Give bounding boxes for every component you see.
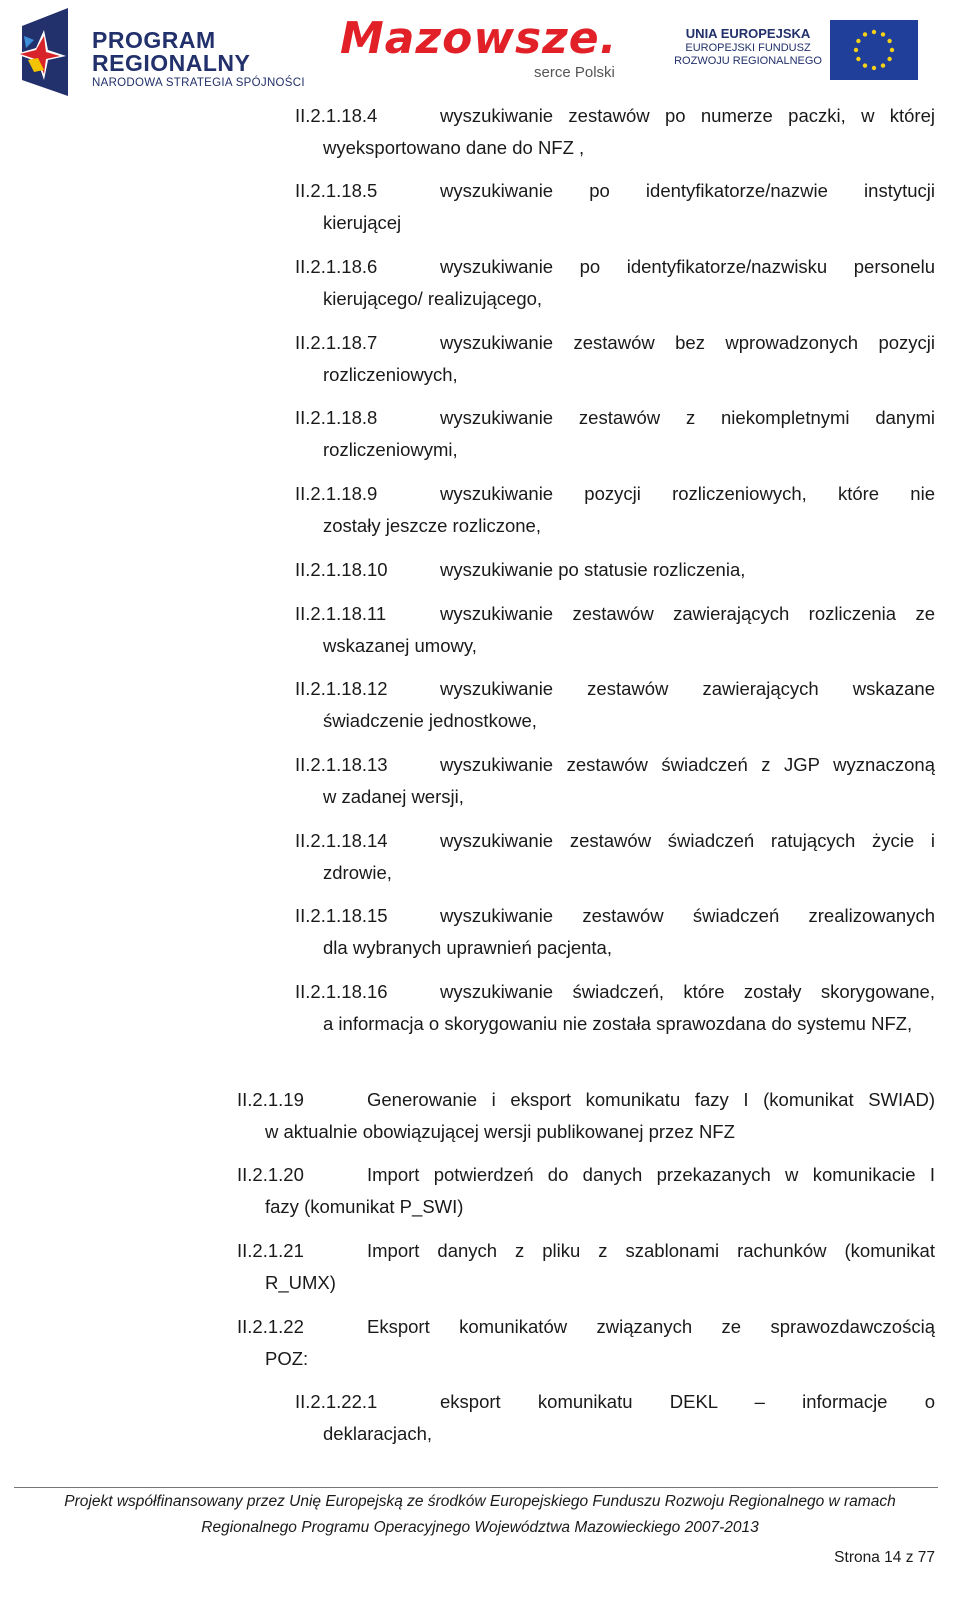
item-number: II.2.1.18.6 <box>295 256 378 277</box>
item-number: II.2.1.18.14 <box>295 830 388 851</box>
page-header <box>0 0 960 100</box>
list-item <box>295 976 935 1040</box>
item-text: wyszukiwanie pozycji rozliczeniowych, które nie <box>440 483 935 504</box>
eu-logo <box>670 20 940 84</box>
item-text: wyszukiwanie zestawów świadczeń zrealizowanych <box>440 905 935 926</box>
list-item <box>295 251 935 315</box>
footer-divider <box>14 1487 938 1488</box>
eu-flag-icon <box>830 20 918 80</box>
item-text-continuation: zdrowie, <box>323 862 392 883</box>
list-item <box>295 402 935 466</box>
item-text: wyszukiwanie zestawów bez wprowadzonych pozycji <box>440 332 935 353</box>
item-number: II.2.1.18.8 <box>295 407 378 428</box>
item-number: II.2.1.18.11 <box>295 603 387 624</box>
item-number: II.2.1.20 <box>237 1164 304 1185</box>
item-number: II.2.1.18.4 <box>295 105 378 126</box>
item-text-continuation: kierującego/ realizującego, <box>323 288 543 309</box>
item-text-continuation: wyeksportowano dane do NFZ , <box>323 137 585 158</box>
item-text-continuation: dla wybranych uprawnień pacjenta, <box>323 937 612 958</box>
page-footer <box>0 1489 960 1541</box>
item-text: wyszukiwanie świadczeń, które zostały skorygowane, <box>440 981 935 1002</box>
item-text: wyszukiwanie zestawów z niekompletnymi danymi <box>440 407 935 428</box>
eu-logo-line3: ROZWOJU REGIONALNEGO <box>674 55 822 67</box>
page-number: Strona 14 z 77 <box>834 1549 935 1566</box>
item-text-continuation: zostały jeszcze rozliczone, <box>323 515 541 536</box>
list-item <box>295 825 935 889</box>
item-number: II.2.1.19 <box>237 1089 304 1110</box>
program-logo-line1: PROGRAM <box>92 27 216 53</box>
list-item <box>237 1235 935 1299</box>
list-item <box>237 1084 935 1148</box>
mazowsze-logo <box>340 14 640 88</box>
item-text-continuation: a informacja o skorygowaniu nie została sprawozdana do systemu NFZ, <box>323 1013 913 1034</box>
mazowsze-tagline: serce Polski <box>534 64 615 81</box>
list-item <box>295 554 935 586</box>
item-text: wyszukiwanie zestawów świadczeń ratujących życie i <box>440 830 935 851</box>
program-regionalny-emblem-icon <box>14 8 74 96</box>
list-item <box>295 673 935 737</box>
list-item <box>237 1159 935 1223</box>
program-logo-line3: NARODOWA STRATEGIA SPÓJNOŚCI <box>92 77 305 89</box>
item-text: Eksport komunikatów związanych ze sprawozdawczością <box>367 1316 935 1337</box>
item-number: II.2.1.18.10 <box>295 559 388 580</box>
item-text: eksport komunikatu DEKL – informacje o <box>440 1391 935 1412</box>
list-item <box>295 1386 935 1450</box>
item-number: II.2.1.18.15 <box>295 905 388 926</box>
item-text: Generowanie i eksport komunikatu fazy I (komunikat SWIAD) <box>367 1089 935 1110</box>
list-item <box>295 327 935 391</box>
item-text-continuation: POZ: <box>265 1348 309 1369</box>
program-regionalny-logo <box>14 6 304 98</box>
item-text-continuation: rozliczeniowych, <box>323 364 458 385</box>
list-item <box>295 175 935 239</box>
item-text: wyszukiwanie zestawów zawierających wskazane <box>440 678 935 699</box>
item-number: II.2.1.18.12 <box>295 678 388 699</box>
footer-line1: Projekt współfinansowany przez Unię Europejską ze środków Europejskiego Funduszu Rozwoju Regionalnego w ramach <box>64 1493 896 1510</box>
item-number: II.2.1.22.1 <box>295 1391 378 1412</box>
item-number: II.2.1.18.7 <box>295 332 378 353</box>
item-text: wyszukiwanie po statusie rozliczenia, <box>440 559 746 580</box>
item-text-continuation: w aktualnie obowiązującej wersji publikowanej przez NFZ <box>265 1121 735 1142</box>
item-number: II.2.1.21 <box>237 1240 304 1261</box>
item-number: II.2.1.18.13 <box>295 754 388 775</box>
list-item <box>295 598 935 662</box>
item-text-continuation: R_UMX) <box>265 1272 336 1293</box>
list-item <box>237 1311 935 1375</box>
item-text-continuation: fazy (komunikat P_SWI) <box>265 1196 464 1217</box>
item-number: II.2.1.18.5 <box>295 180 378 201</box>
item-text: wyszukiwanie po identyfikatorze/nazwisku personelu <box>440 256 935 277</box>
item-text-continuation: kierującej <box>323 212 402 233</box>
item-text: wyszukiwanie zestawów zawierających rozliczenia ze <box>440 603 935 624</box>
eu-logo-line2: EUROPEJSKI FUNDUSZ <box>685 42 811 54</box>
item-text-continuation: świadczenie jednostkowe, <box>323 710 537 731</box>
program-logo-line2: REGIONALNY <box>92 50 251 76</box>
item-text: Import potwierdzeń do danych przekazanych w komunikacie I <box>367 1164 935 1185</box>
eu-logo-line1: UNIA EUROPEJSKA <box>685 26 811 41</box>
eu-logo-text <box>674 26 822 68</box>
footer-line2: Regionalnego Programu Operacyjnego Województwa Mazowieckiego 2007-2013 <box>201 1519 759 1536</box>
list-item <box>295 478 935 542</box>
item-text: wyszukiwanie zestawów po numerze paczki, w której <box>440 105 935 126</box>
list-item <box>295 100 935 164</box>
item-text-continuation: w zadanej wersji, <box>323 786 464 807</box>
item-number: II.2.1.18.16 <box>295 981 388 1002</box>
list-item <box>295 749 935 813</box>
item-number: II.2.1.22 <box>237 1316 304 1337</box>
mazowsze-wordmark: Mazowsze. <box>340 13 618 64</box>
item-text: wyszukiwanie zestawów świadczeń z JGP wyznaczoną <box>440 754 935 775</box>
item-text-continuation: wskazanej umowy, <box>323 635 477 656</box>
item-text-continuation: deklaracjach, <box>323 1423 433 1444</box>
item-text-continuation: rozliczeniowymi, <box>323 439 458 460</box>
item-text: wyszukiwanie po identyfikatorze/nazwie instytucji <box>440 180 935 201</box>
item-number: II.2.1.18.9 <box>295 483 378 504</box>
list-item <box>295 900 935 964</box>
item-text: Import danych z pliku z szablonami rachunków (komunikat <box>367 1240 935 1261</box>
